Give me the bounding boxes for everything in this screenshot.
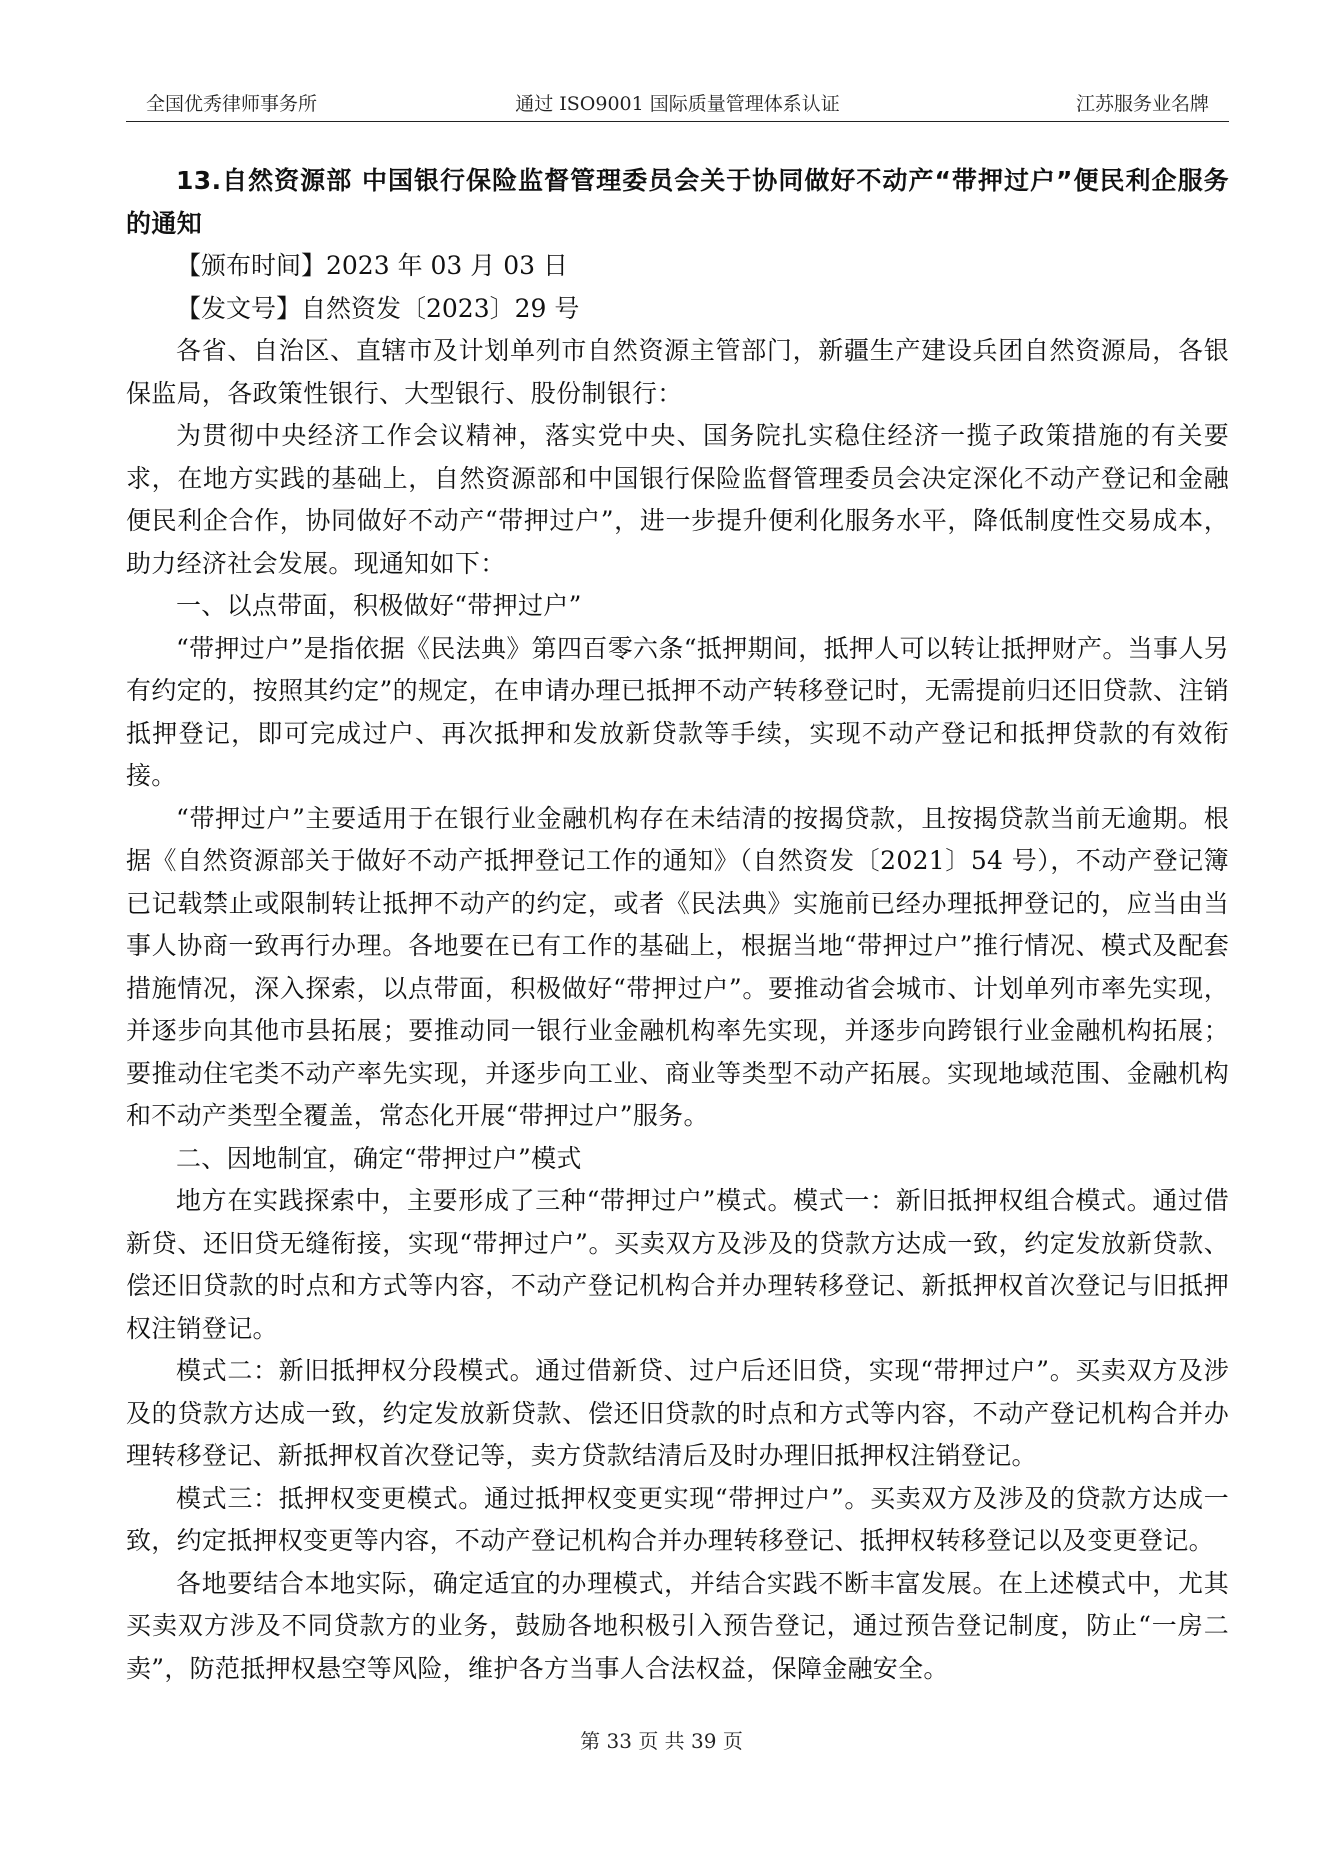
page-header	[126, 92, 1229, 124]
paragraph-mode-3: 模式三：抵押权变更模式。通过抵押权变更实现“带押过户”。买卖双方及涉及的贷款方达成一致，约定抵押权变更等内容，不动产登记机构合并办理转移登记、抵押权转移登记以及变更登记。	[126, 1483, 1229, 1555]
header-left-text: 全国优秀律师事务所	[146, 93, 318, 115]
section-heading-2: 二、因地制宜，确定“带押过户”模式	[176, 1143, 582, 1173]
paragraph-definition: “带押过户”是指依据《民法典》第四百零六条“抵押期间，抵押人可以转让抵押财产。当事人另有约定的，按照其约定”的规定，在申请办理已抵押不动产转移登记时，无需提前归还旧贷款、注销抵押登记，即可完成过户、再次抵押和发放新贷款等手续，实现不动产登记和抵押贷款的有效衔接。	[126, 633, 1229, 790]
paragraph-scope: “带押过户”主要适用于在银行业金融机构存在未结清的按揭贷款，且按揭贷款当前无逾期。根据《自然资源部关于做好不动产抵押登记工作的通知》（自然资发〔2021〕54 号），不动产登记簿已记载禁止或限制转让抵押不动产的约定，或者《民法典》实施前已经办理抵押登记的，应当由当事人协商一致再行办理。各地要在已有工作的基础上，根据当地“带押过户”推行情况、模式及配套措施情况，深入探索，以点带面，积极做好“带押过户”。要推动省会城市、计划单列市率先实现，并逐步向其他市县拓展；要推动同一银行业金融机构率先实现，并逐步向跨银行业金融机构拓展；要推动住宅类不动产率先实现，并逐步向工业、商业等类型不动产拓展。实现地域范围、金融机构和不动产类型全覆盖，常态化开展“带押过户”服务。	[126, 803, 1229, 1130]
paragraph-local-practice: 各地要结合本地实际，确定适宜的办理模式，并结合实践不断丰富发展。在上述模式中，尤其买卖双方涉及不同贷款方的业务，鼓励各地积极引入预告登记，通过预告登记制度，防止“一房二卖”，防范抵押权悬空等风险，维护各方当事人合法权益，保障金融安全。	[126, 1568, 1229, 1683]
paragraph-mode-1: 地方在实践探索中，主要形成了三种“带押过户”模式。模式一：新旧抵押权组合模式。通过借新贷、还旧贷无缝衔接，实现“带押过户”。买卖双方及涉及的贷款方达成一致，约定发放新贷款、偿还旧贷款的时点和方式等内容，不动产登记机构合并办理转移登记、新抵押权首次登记与旧抵押权注销登记。	[126, 1186, 1229, 1343]
document-body	[126, 160, 1229, 1690]
paragraph-intro: 为贯彻中央经济工作会议精神，落实党中央、国务院扎实稳住经济一揽子政策措施的有关要求，在地方实践的基础上，自然资源部和中国银行保险监督管理委员会决定深化不动产登记和金融便民利企合作，协同做好不动产“带押过户”，进一步提升便利化服务水平，降低制度性交易成本，助力经济社会发展。现通知如下：	[126, 421, 1229, 578]
document-number: 【发文号】自然资发〔2023〕29 号	[176, 293, 580, 323]
paragraph-addressees: 各省、自治区、直辖市及计划单列市自然资源主管部门，新疆生产建设兵团自然资源局，各银保监局，各政策性银行、大型银行、股份制银行：	[126, 336, 1229, 408]
document-title: 13.自然资源部 中国银行保险监督管理委员会关于协同做好不动产“带押过户”便民利企服务的通知	[126, 166, 1229, 238]
publish-date: 【颁布时间】2023 年 03 月 03 日	[176, 251, 568, 280]
paragraph-mode-2: 模式二：新旧抵押权分段模式。通过借新贷、过户后还旧贷，实现“带押过户”。买卖双方及涉及的贷款方达成一致，约定发放新贷款、偿还旧贷款的时点和方式等内容，不动产登记机构合并办理转移登记、新抵押权首次登记等，卖方贷款结清后及时办理旧抵押权注销登记。	[126, 1356, 1229, 1470]
section-heading-1: 一、以点带面，积极做好“带押过户”	[176, 591, 582, 620]
header-divider	[126, 121, 1229, 122]
header-center-text: 通过 ISO9001 国际质量管理体系认证	[515, 93, 840, 115]
page-footer: 第 33 页 共 39 页	[580, 1729, 743, 1753]
header-right-text: 江苏服务业名牌	[1075, 93, 1209, 115]
